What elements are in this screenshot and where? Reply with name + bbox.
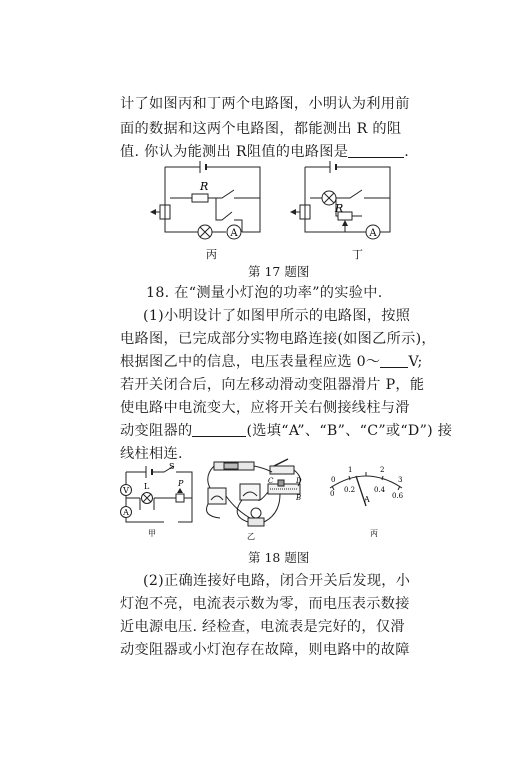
- resistor-label: R: [200, 180, 209, 193]
- q17-question-text: 值. 你认为能测出 R阻值的电路图是: [120, 144, 349, 160]
- q18-p1-line-2: 电路图，已完成部分实物电路连接(如图乙所示)，: [120, 331, 436, 347]
- svg-text:2: 2: [380, 466, 385, 474]
- fig18-label-yi: 乙: [247, 532, 255, 541]
- svg-text:0.2: 0.2: [344, 486, 356, 494]
- ammeter-unit-label: A: [364, 495, 370, 504]
- q17-text-line-2: 面的数据和这两个电路图，都能测出 R 的阻: [120, 121, 402, 137]
- q18-p1-line-6: [120, 420, 452, 440]
- q18-terminal-blank[interactable]: [192, 422, 246, 437]
- svg-text:A: A: [230, 228, 238, 239]
- svg-text:1: 1: [348, 466, 353, 474]
- fig17-circuit-bing: [150, 160, 270, 260]
- svg-text:P: P: [178, 479, 184, 488]
- svg-text:0: 0: [331, 476, 336, 484]
- svg-text:A: A: [369, 228, 377, 239]
- svg-text:B: B: [296, 494, 302, 502]
- ammeter-icon: [227, 225, 241, 239]
- lamp-icon: [142, 493, 153, 504]
- resistor-label: R: [335, 202, 344, 215]
- svg-text:A: A: [123, 508, 129, 517]
- q18-p1-line-3: [120, 351, 423, 371]
- q18-voltage-range-blank[interactable]: [380, 353, 408, 368]
- q18-title: 18. 在“测量小灯泡的功率”的实验中.: [146, 285, 383, 301]
- ammeter-icon: [366, 225, 380, 239]
- lamp-icon: [322, 191, 336, 205]
- fig18-circuit-jia: [118, 462, 198, 540]
- svg-text:L: L: [144, 482, 150, 491]
- q18-p2-line-4: 动变阻器或小灯泡存在故障，则电路中的故障: [120, 642, 410, 658]
- q18-range-text: 根据图乙中的信息，电压表量程应选 0～: [120, 354, 381, 370]
- q18-choice-text: (选填“A”、“B”、“C”或“D”) 接: [246, 423, 453, 439]
- lamp-icon: [198, 225, 212, 239]
- svg-text:0.4: 0.4: [374, 486, 386, 494]
- fig17-label-ding: 丁: [352, 248, 363, 261]
- fig18-meter-bing: [322, 462, 410, 542]
- fig18-caption: 第 18 题图: [248, 550, 310, 565]
- q18-terminal-text: 动变阻器的: [120, 423, 193, 439]
- svg-text:V: V: [123, 486, 129, 495]
- q18-p1-line-7: 线柱相连.: [120, 446, 183, 462]
- q18-unit-v: V;: [408, 354, 423, 370]
- fig18-apparatus-yi: [200, 456, 308, 542]
- q18-p2-line-3: 近电源电压. 经检查，电流表是完好的，仅滑: [120, 619, 405, 635]
- svg-text:C: C: [268, 477, 274, 485]
- svg-text:0.6: 0.6: [392, 492, 404, 500]
- svg-text:S: S: [169, 462, 175, 471]
- q18-p1-line-5: 使电路中电流变大，应将开关右侧接线柱与滑: [120, 400, 410, 416]
- fig18-label-bing: 丙: [370, 529, 378, 538]
- voltmeter-icon: [121, 485, 132, 496]
- q17-answer-blank[interactable]: [348, 143, 404, 158]
- svg-text:3: 3: [398, 476, 403, 484]
- fig17-label-bing: 丙: [206, 248, 217, 261]
- fig17-circuit-ding: [290, 160, 410, 260]
- q18-p2-line-2: 灯泡不亮，电流表示数为零，而电压表示数接: [120, 596, 410, 612]
- svg-text:0: 0: [330, 490, 335, 498]
- svg-text:D: D: [296, 477, 302, 485]
- fig18-label-jia: 甲: [148, 529, 156, 538]
- ammeter-icon: [121, 507, 132, 518]
- q17-text-line-3: [120, 141, 409, 161]
- q18-p1-line-1: (1)小明设计了如图甲所示的电路图，按照: [143, 308, 411, 324]
- q17-period: .: [404, 144, 410, 160]
- q18-p1-line-4: 若开关闭合后，向左移动滑动变阻器滑片 P，能: [120, 377, 425, 393]
- fig17-caption: 第 17 题图: [248, 264, 310, 279]
- q17-text-line-1: 计了如图丙和丁两个电路图，小明认为利用前: [120, 96, 410, 112]
- q18-p2-line-1: (2)正确连接好电路，闭合开关后发现，小: [143, 573, 411, 589]
